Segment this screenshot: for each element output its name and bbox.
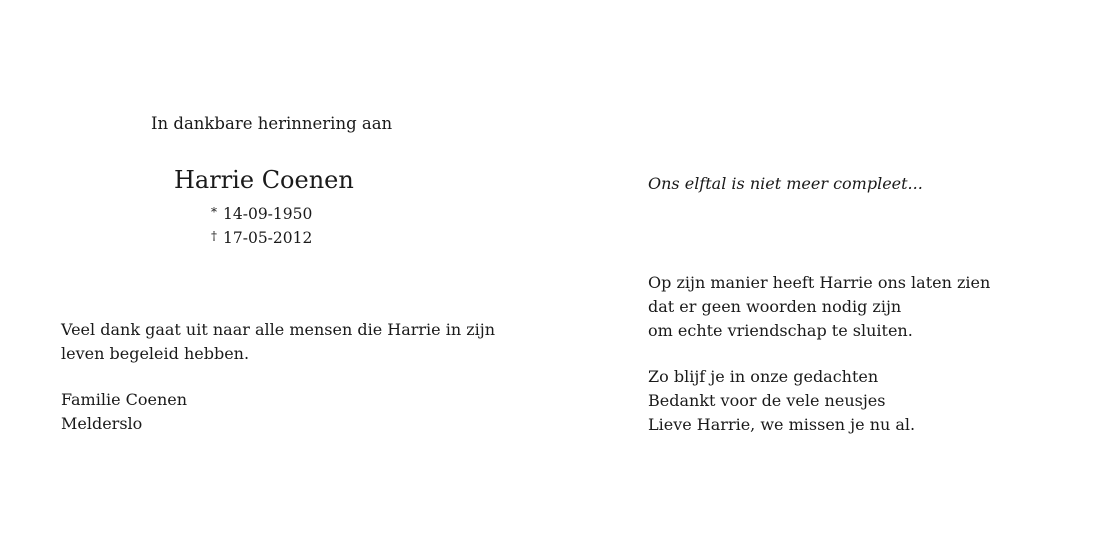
poem-line: Zo blijf je in onze gedachten [648,367,879,386]
thanks-message [61,318,495,366]
poem-line: Bedankt voor de vele neusjes [648,391,886,410]
death-date-line [211,227,312,251]
birth-date: 14-09-1950 [223,205,313,223]
birth-star-icon: * [211,205,217,219]
poem-line: Op zijn manier heeft Harrie ons laten zien [648,273,991,292]
thanks-line: Veel dank gaat uit naar alle mensen die Harrie in zijn [61,320,496,339]
family-town: Melderslo [61,414,143,433]
poem-line: Lieve Harrie, we missen je nu al. [648,415,916,434]
poem-stanza-1 [648,271,990,343]
family-name: Familie Coenen [61,390,188,409]
poem-stanza-2 [648,365,915,437]
deceased-name: Harrie Coenen [174,166,354,194]
birth-date-line [211,203,312,227]
life-dates [211,203,312,251]
thanks-line: leven begeleid hebben. [61,344,250,363]
poem-heading: Ons elftal is niet meer compleet... [648,174,923,193]
death-date: 17-05-2012 [223,229,313,247]
family-signoff [61,388,187,436]
death-cross-icon: † [211,229,217,243]
poem-line: dat er geen woorden nodig zijn [648,297,902,316]
memorial-intro: In dankbare herinnering aan [151,114,393,133]
poem-line: om echte vriendschap te sluiten. [648,321,913,340]
